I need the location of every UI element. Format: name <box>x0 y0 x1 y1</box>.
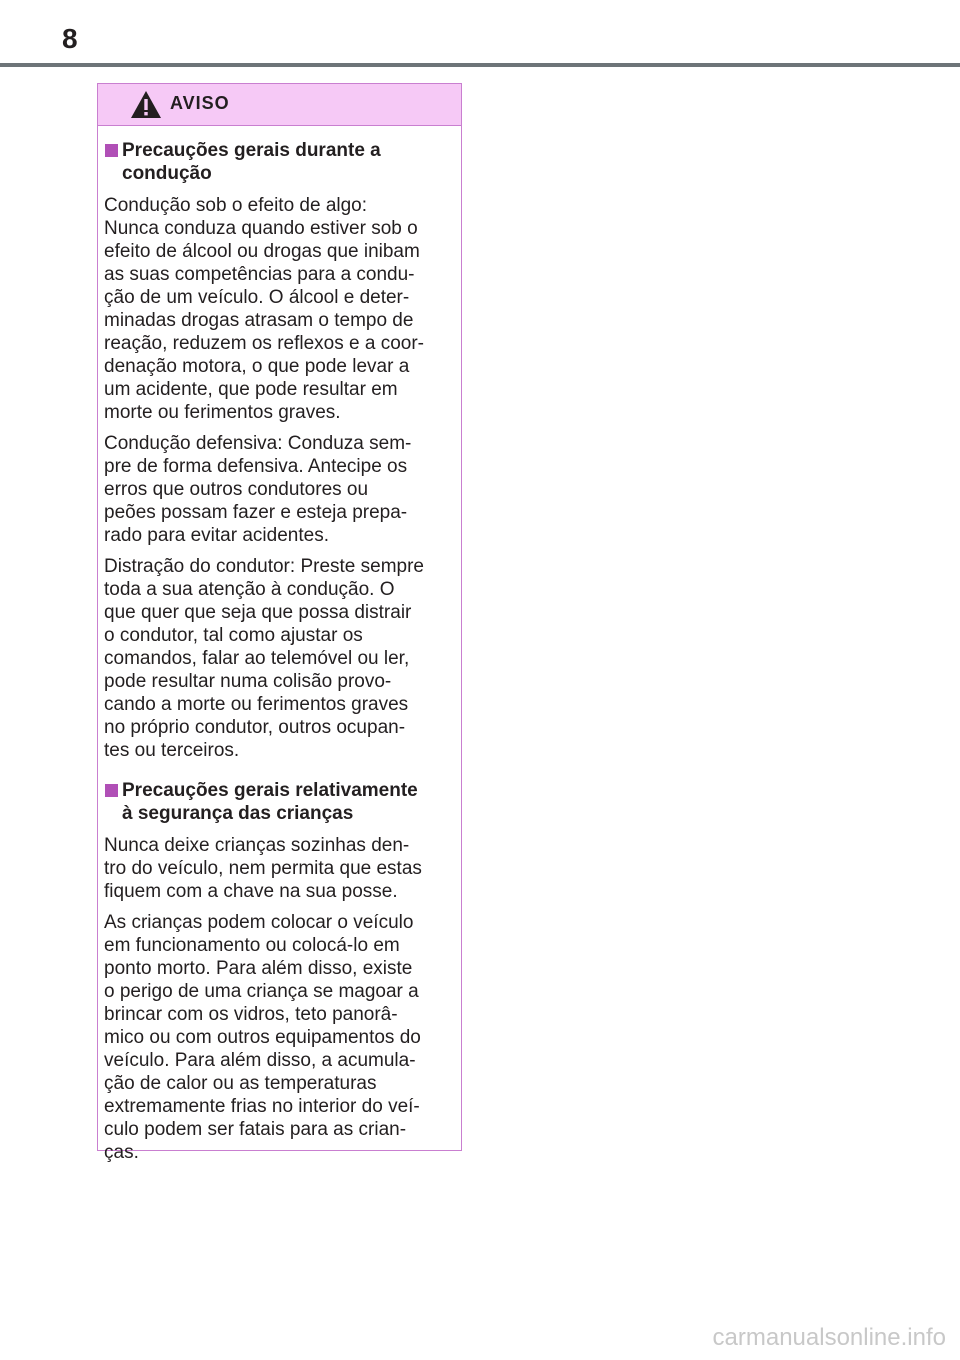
page-number: 8 <box>62 23 78 54</box>
section-heading-text: Precauções gerais durante a condução <box>122 140 381 184</box>
warning-header <box>98 84 461 126</box>
section-heading-text: Precauções gerais relativamente à segurança das crianças <box>122 780 418 824</box>
warning-title: AVISO <box>170 93 230 113</box>
paragraph-defensive-driving: Condução defensiva: Conduza sem- pre de forma defensiva. Antecipe os erros que outros condutores ou peões possam fazer e esteja prepa- rado para evitar acidentes. <box>104 433 412 546</box>
header-rule <box>0 63 960 67</box>
section-heading-children <box>104 779 453 825</box>
paragraph-alcohol: Condução sob o efeito de algo: Nunca conduza quando estiver sob o efeito de álcool ou drogas que inibam as suas competências para a condu- ção de um veículo. O álcool e deter- minadas drogas atrasam o tempo de reação, reduzem os reflexos e a coor- denação motora, o que pode levar a um acidente, que pode resultar em morte ou ferimentos graves. <box>104 195 424 423</box>
warning-box <box>97 83 462 1163</box>
paragraph-driver-distraction: Distração do condutor: Preste sempre toda a sua atenção à condução. O que quer que seja que possa distrair o condutor, tal como ajustar os comandos, falar ao telemóvel ou ler, pode resultar numa colisão provo- cando a morte ou ferimentos graves no próprio condutor, outros ocupan- tes ou terceiros. <box>104 556 424 761</box>
bullet-square-icon <box>105 784 118 797</box>
watermark: carmanualsonline.info <box>712 1324 946 1351</box>
warning-body <box>98 126 461 1164</box>
section-heading-driving <box>104 139 453 185</box>
warning-triangle-icon <box>130 90 162 119</box>
paragraph-children-alone: Nunca deixe crianças sozinhas den- tro do veículo, nem permita que estas fiquem com a chave na sua posse. <box>104 835 422 902</box>
paragraph-children-dangers: As crianças podem colocar o veículo em funcionamento ou colocá-lo em ponto morto. Para além disso, existe o perigo de uma criança se magoar a brincar com os vidros, teto panorâ- mico ou com outros equipamentos do veículo. Para além disso, a acumula- ção de calor ou as temperaturas extremamente frias no interior do veí- culo podem ser fatais para as crian- ças. <box>104 912 421 1163</box>
bullet-square-icon <box>105 144 118 157</box>
